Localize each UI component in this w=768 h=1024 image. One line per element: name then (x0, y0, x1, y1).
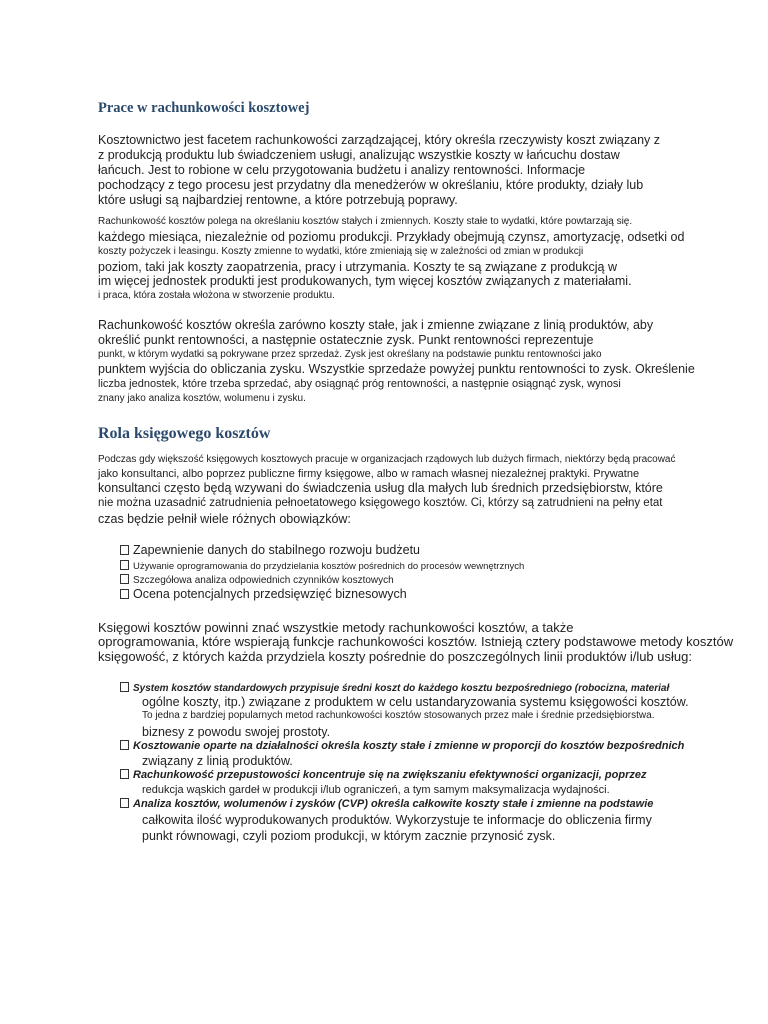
text-line: biznesy z powodu swojej prostoty. (142, 725, 331, 739)
text-line: Podczas gdy większość księgowych kosztowych pracuje w organizacjach rządowych lub dużych firmach, niektórzy będą pracować (98, 454, 676, 465)
text-line: konsultanci często będą wzywani do świadczenia usług dla małych lub średnich przedsiębiorstw, które (98, 481, 663, 495)
list-item: Szczegółowa analiza odpowiednich czynników kosztowych (120, 574, 394, 586)
list-item: Analiza kosztów, wolumenów i zysków (CVP) określa całkowite koszty stałe i zmienne na podstawie (120, 798, 653, 810)
bullet-box-icon (120, 740, 129, 750)
list-item: Ocena potencjalnych przedsięwzięć biznesowych (120, 587, 407, 601)
section-title-cost-accountant-role: Rola księgowego kosztów (98, 425, 271, 442)
text-line: które usługi są najbardziej rentowne, a które potrzebują poprawy. (98, 193, 458, 207)
list-item: Zapewnienie danych do stabilnego rozwoju budżetu (120, 543, 420, 557)
bullet-box-icon (120, 798, 129, 808)
text-line: Kosztownictwo jest facetem rachunkowości zarządzającej, który określa rzeczywisty koszt związany z (98, 133, 661, 147)
text-line: księgowość, z których każda przydziela koszty pośrednie do poszczególnych linii produktów i/lub usług: (98, 649, 692, 664)
text-line: koszty pożyczek i leasingu. Koszty zmienne to wydatki, które zmieniają się w zależności od zmian w produkcji (98, 246, 584, 257)
text-line: jako konsultanci, albo poprzez publiczne firmy księgowe, albo w ramach własnej niezależnej praktyki. Prywatne (98, 468, 640, 480)
bullet-box-icon (120, 769, 129, 779)
text-line: każdego miesiąca, niezależnie od poziomu produkcji. Przykłady obejmują czynsz, amortyzację, odsetki od (98, 230, 685, 244)
text-line: redukcja wąskich gardeł w produkcji i/lub ograniczeń, a tym samym maksymalizacja wydajności. (142, 784, 610, 796)
text-line: ogólne koszty, itp.) związane z produktem w celu ustandaryzowania systemu księgowości kosztów. (142, 695, 689, 709)
text-line: łańcuch. Jest to robione w celu przygotowania budżetu i analizy rentowności. Informacje (98, 163, 586, 177)
list-item: Używanie oprogramowania do przydzielania kosztów pośrednich do procesów wewnętrznych (120, 560, 524, 572)
text-line: punkt równowagi, czyli poziom produkcji, w którym zacznie przynosić zysk. (142, 829, 556, 843)
bullet-box-icon (120, 560, 129, 570)
text-line: czas będzie pełnił wiele różnych obowiązków: (98, 512, 351, 526)
text-line: poziom, taki jak koszty zaopatrzenia, pracy i utrzymania. Koszty te są związane z produkcją w (98, 260, 617, 274)
text-line: znany jako analiza kosztów, wolumenu i zysku. (98, 393, 306, 404)
text-line: Rachunkowość kosztów polega na określaniu kosztów stałych i zmiennych. Koszty stałe to wydatki, które powtarzają się. (98, 216, 633, 227)
text-line: punktem wyjścia do obliczania zysku. Wszystkie sprzedaże powyżej punktu rentowności to zysk. Określenie (98, 362, 695, 376)
list-item: System kosztów standardowych przypisuje średni koszt do każdego kosztu bezpośredniego (robocizna, materiał (120, 682, 669, 694)
bullet-box-icon (120, 682, 129, 692)
section-title-cost-accounting-jobs: Prace w rachunkowości kosztowej (98, 100, 310, 116)
list-item: Rachunkowość przepustowości koncentruje się na zwiększaniu efektywności organizacji, poprzez (120, 769, 646, 781)
text-line: punkt, w którym wydatki są pokrywane przez sprzedaż. Zysk jest określany na podstawie punktu rentowności jako (98, 349, 602, 360)
bullet-box-icon (120, 545, 129, 555)
text-line: z produkcją produktu lub świadczeniem usługi, analizując wszystkie koszty w łańcuchu dostaw (98, 148, 620, 162)
text-line: całkowita ilość wyprodukowanych produktów. Wykorzystuje te informacje do obliczenia firmy (142, 813, 652, 827)
text-line: określić punkt rentowności, a następnie ostatecznie zysk. Punkt rentowności reprezentuje (98, 333, 594, 347)
text-line: i praca, która została włożona w stworzenie produktu. (98, 290, 335, 301)
text-line: związany z linią produktów. (142, 754, 293, 768)
text-line: im więcej jednostek produkti jest produkowanych, tym więcej kosztów związanych z materiałami. (98, 274, 632, 288)
text-line: To jedna z bardziej popularnych metod rachunkowości kosztów stosowanych przez małe i średnie przedsiębiorstwa. (142, 710, 655, 721)
text-line: nie można uzasadnić zatrudnienia pełnoetatowego księgowego kosztów. Ci, którzy są zatrudnieni na pełny etat (98, 497, 663, 509)
text-line: liczba jednostek, które trzeba sprzedać, aby osiągnąć próg rentowności, a następnie osiągnąć zysk, wynosi (98, 378, 621, 390)
text-line: Rachunkowość kosztów określa zarówno koszty stałe, jak i zmienne związane z linią produktów, aby (98, 318, 654, 332)
text-line: Księgowi kosztów powinni znać wszystkie metody rachunkowości kosztów, a także (98, 620, 574, 635)
bullet-box-icon (120, 589, 129, 599)
text-line: pochodzący z tego procesu jest przydatny dla menedżerów w określaniu, które produkty, działy lub (98, 178, 644, 192)
bullet-box-icon (120, 574, 129, 584)
text-line: oprogramowania, które wspierają funkcje rachunkowości kosztów. Istnieją cztery podstawowe metody kosztów (98, 634, 734, 649)
list-item: Kosztowanie oparte na działalności określa koszty stałe i zmienne w proporcji do kosztów bezpośrednich (120, 740, 684, 752)
